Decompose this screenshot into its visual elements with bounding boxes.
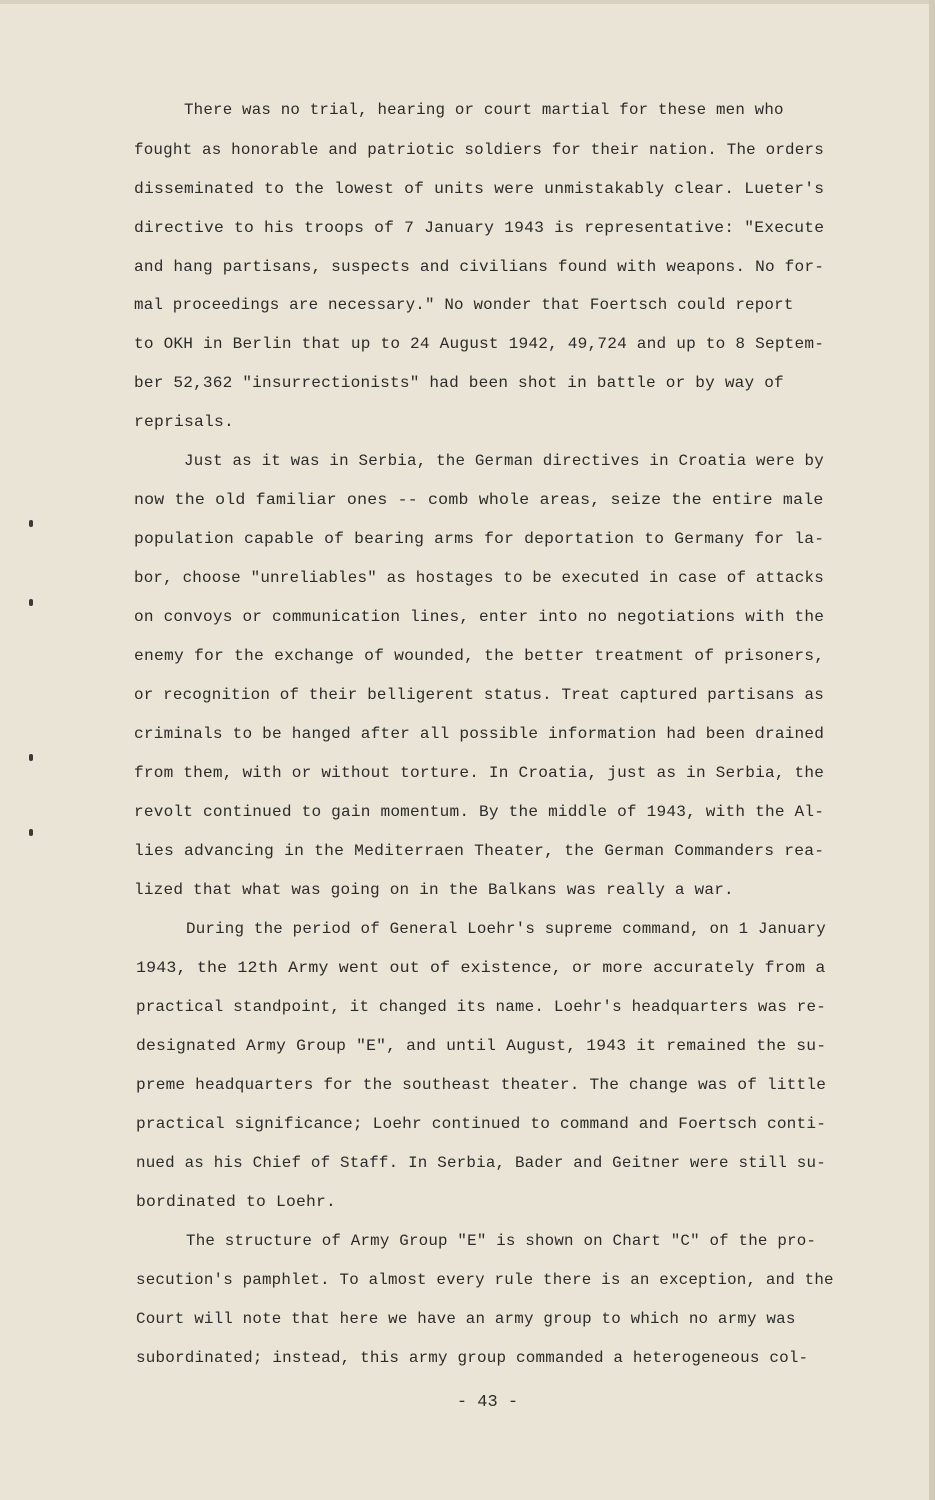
- text-line: The structure of Army Group "E" is shown on Chart "C" of the pro-: [186, 1232, 817, 1250]
- margin-mark: [29, 754, 33, 761]
- text-line: disseminated to the lowest of units were unmistakably clear. Lueter's: [134, 180, 825, 198]
- text-line: from them, with or without torture. In Croatia, just as in Serbia, the: [134, 764, 825, 782]
- text-line: designated Army Group "E", and until August, 1943 it remained the su-: [136, 1037, 827, 1055]
- text-line: bordinated to Loehr.: [136, 1193, 337, 1211]
- margin-mark: [29, 520, 33, 527]
- text-line: criminals to be hanged after all possible information had been drained: [134, 725, 825, 743]
- margin-mark: [29, 829, 33, 836]
- text-line: preme headquarters for the southeast theater. The change was of little: [136, 1076, 827, 1094]
- text-line: on convoys or communication lines, enter into no negotiations with the: [134, 608, 825, 626]
- text-line: revolt continued to gain momentum. By the middle of 1943, with the Al-: [134, 803, 825, 821]
- text-line: Court will note that here we have an army group to which no army was: [136, 1310, 796, 1328]
- text-line: and hang partisans, suspects and civilians found with weapons. No for-: [134, 258, 825, 276]
- text-line: or recognition of their belligerent status. Treat captured partisans as: [134, 686, 824, 704]
- text-line: lized that what was going on in the Balkans was really a war.: [134, 881, 734, 899]
- text-line: fought as honorable and patriotic soldiers for their nation. The orders: [134, 141, 824, 159]
- text-line: practical significance; Loehr continued to command and Foertsch conti-: [136, 1115, 827, 1133]
- text-line: 1943, the 12th Army went out of existence, or more accurately from a: [136, 959, 826, 977]
- text-line: reprisals.: [134, 413, 235, 431]
- text-line: There was no trial, hearing or court martial for these men who: [184, 101, 784, 119]
- margin-mark: [29, 599, 33, 606]
- page-number: - 43 -: [456, 1393, 519, 1412]
- text-line: subordinated; instead, this army group commanded a heterogeneous col-: [136, 1349, 809, 1367]
- text-line: population capable of bearing arms for deportation to Germany for la-: [134, 530, 825, 548]
- page-right-edge: [929, 0, 935, 1500]
- text-line: enemy for the exchange of wounded, the better treatment of prisoners,: [134, 647, 825, 665]
- text-line: directive to his troops of 7 January 1943 is representative: "Execute: [134, 219, 825, 237]
- text-line: During the period of General Loehr's supreme command, on 1 January: [186, 920, 826, 938]
- page-top-edge: [0, 0, 935, 4]
- text-line: Just as it was in Serbia, the German directives in Croatia were by: [184, 452, 824, 470]
- text-line: secution's pamphlet. To almost every rule there is an exception, and the: [136, 1271, 834, 1289]
- text-line: mal proceedings are necessary." No wonder that Foertsch could report: [134, 296, 794, 314]
- text-line: lies advancing in the Mediterraen Theater, the German Commanders rea-: [134, 842, 825, 860]
- text-line: now the old familiar ones -- comb whole areas, seize the entire male: [134, 491, 824, 509]
- text-line: to OKH in Berlin that up to 24 August 1942, 49,724 and up to 8 Septem-: [134, 335, 825, 353]
- text-line: bor, choose "unreliables" as hostages to be executed in case of attacks: [134, 569, 824, 587]
- text-line: practical standpoint, it changed its name. Loehr's headquarters was re-: [136, 998, 826, 1016]
- text-line: ber 52,362 "insurrectionists" had been shot in battle or by way of: [134, 374, 784, 392]
- text-line: nued as his Chief of Staff. In Serbia, Bader and Geitner were still su-: [136, 1154, 826, 1172]
